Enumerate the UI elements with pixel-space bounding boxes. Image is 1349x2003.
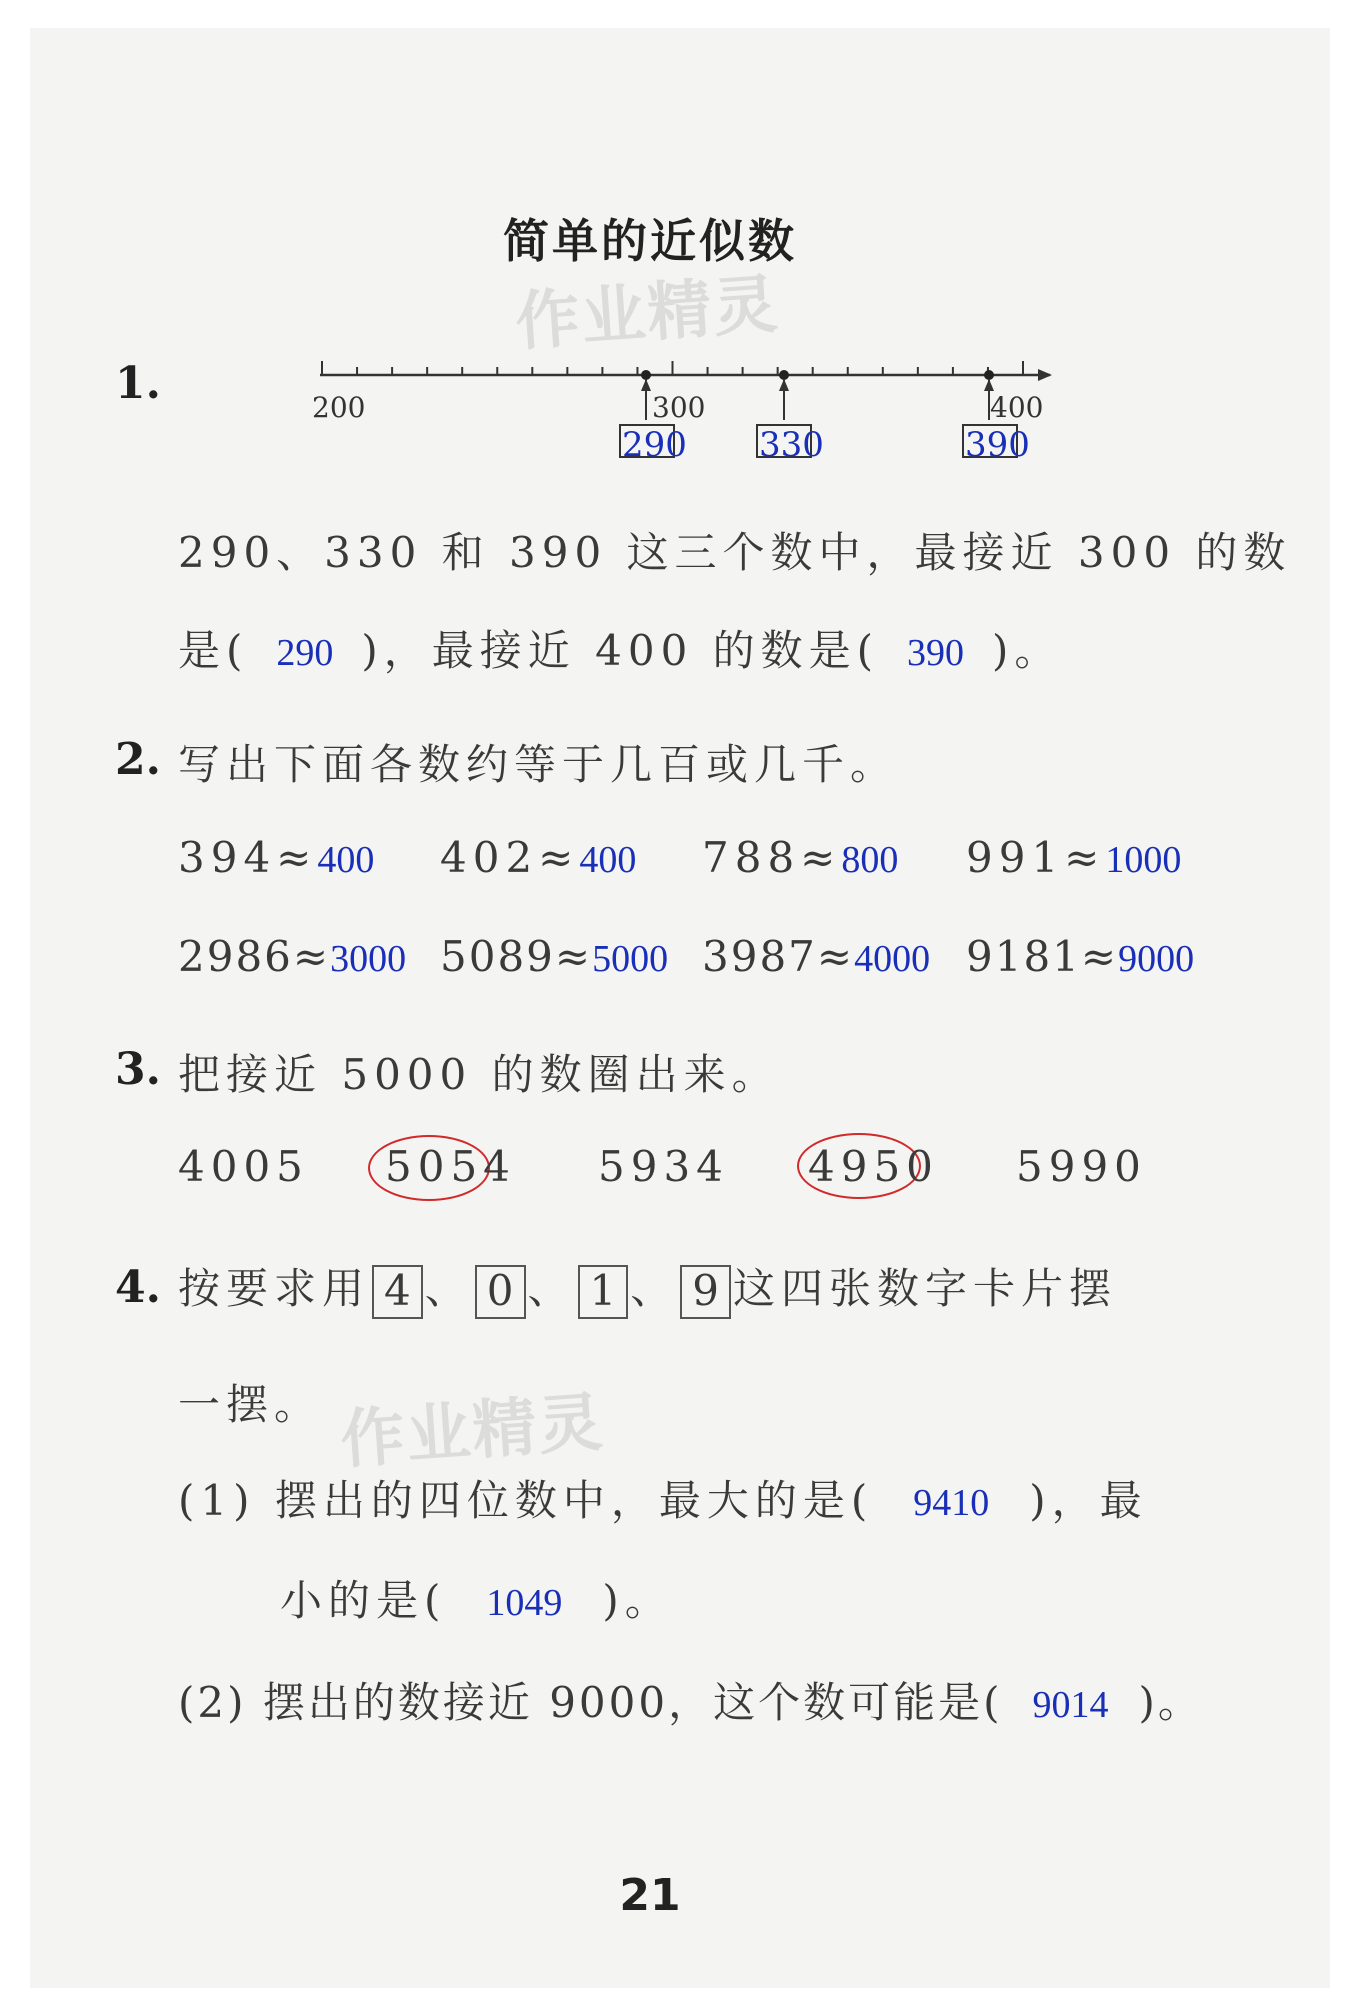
digit-card-9: 9 (680, 1265, 731, 1319)
q2-answer: 800 (841, 839, 899, 881)
number-line (300, 345, 1060, 475)
q2-item-3 (702, 833, 898, 882)
q4-p1-a: (1) 摆出的四位数中，最大的是( (178, 1476, 874, 1525)
q2-item-1 (178, 833, 374, 882)
q4-prompt-b: 这四张数字卡片摆 (733, 1264, 1118, 1313)
q2-answer: 9000 (1118, 938, 1195, 980)
watermark-bottom: 作业精灵 (338, 1385, 607, 1479)
q1-answer-2: 390 (907, 632, 965, 674)
q1-line2 (178, 618, 1062, 678)
q3-number-3: 5934 (598, 1142, 729, 1191)
q3-prompt: 把接近 5000 的数圈出来。 (178, 1050, 780, 1099)
watermark-top: 作业精灵 (513, 267, 782, 361)
box-answer-330: 330 (759, 425, 824, 465)
q4-p1-b: )，最 (1029, 1476, 1148, 1525)
separator: 、 (527, 1264, 576, 1313)
digit-card-4: 4 (372, 1265, 423, 1319)
axis-label-400: 400 (990, 391, 1044, 424)
q2-answer: 400 (317, 839, 375, 881)
q1-number: 1. (115, 358, 161, 409)
q2-number: 2. (115, 734, 161, 785)
q1-line1: 290、330 和 390 这三个数中，最接近 300 的数 (178, 528, 1292, 577)
q2-expr: 9181≈ (966, 932, 1119, 981)
q2-item-6 (440, 932, 668, 981)
box-answer-390: 390 (965, 425, 1030, 465)
q4-prompt-line (178, 1256, 1117, 1319)
q3-number-2: 5054 (385, 1142, 516, 1191)
page-title: 简单的近似数 (503, 214, 797, 268)
q1-line2-b: )，最接近 400 的数是( (361, 626, 880, 675)
q2-item-7 (702, 932, 930, 981)
separator: 、 (630, 1264, 679, 1313)
q2-item-2 (440, 833, 636, 882)
q2-expr: 5089≈ (440, 932, 593, 981)
q2-answer: 3000 (330, 938, 407, 980)
q4-p1-d: )。 (602, 1576, 673, 1625)
digit-card-0: 0 (475, 1265, 526, 1319)
separator: 、 (424, 1264, 473, 1313)
q3-number-5: 5990 (1016, 1142, 1147, 1191)
q4-part1-line2 (280, 1568, 673, 1628)
q2-prompt: 写出下面各数约等于几百或几千。 (178, 740, 899, 789)
q4-prompt-c: 一摆。 (178, 1380, 323, 1429)
q4-answer-max: 9410 (913, 1482, 990, 1524)
q3-number: 3. (115, 1044, 161, 1095)
q2-expr: 402≈ (440, 833, 580, 882)
axis-label-300: 300 (652, 391, 706, 424)
q1-line2-a: 是( (178, 626, 249, 675)
q4-part1-line1 (178, 1468, 1148, 1528)
q2-answer: 400 (579, 839, 637, 881)
q2-expr: 3987≈ (702, 932, 855, 981)
q2-item-8 (966, 932, 1194, 981)
q4-number: 4. (115, 1262, 161, 1313)
q4-p1-c: 小的是( (280, 1576, 447, 1625)
q1-line2-c: )。 (992, 626, 1063, 675)
q4-answer-near-9000: 9014 (1032, 1684, 1109, 1726)
q2-answer: 1000 (1105, 839, 1182, 881)
q3-number-4: 4950 (808, 1142, 939, 1191)
q2-expr: 788≈ (702, 833, 842, 882)
q2-answer: 5000 (592, 938, 669, 980)
q3-number-1: 4005 (178, 1142, 309, 1191)
q2-answer: 4000 (854, 938, 931, 980)
box-answer-290: 290 (622, 425, 687, 465)
q4-p2-a: (2) 摆出的数接近 9000，这个数可能是( (178, 1678, 1003, 1727)
q2-expr: 2986≈ (178, 932, 331, 981)
q4-part2-line (178, 1670, 1203, 1730)
q4-answer-min: 1049 (486, 1582, 563, 1624)
q2-item-5 (178, 932, 406, 981)
q4-prompt-a: 按要求用 (178, 1264, 371, 1313)
q2-expr: 991≈ (966, 833, 1106, 882)
axis-label-200: 200 (312, 391, 366, 424)
page-number: 21 (619, 1870, 681, 1921)
digit-card-1: 1 (578, 1265, 629, 1319)
q2-item-4 (966, 833, 1181, 882)
axis-arrow (1038, 369, 1052, 381)
axis-ticks (322, 361, 1023, 375)
q4-p2-b: )。 (1138, 1678, 1203, 1727)
q1-answer-1: 290 (276, 632, 334, 674)
q2-expr: 394≈ (178, 833, 318, 882)
